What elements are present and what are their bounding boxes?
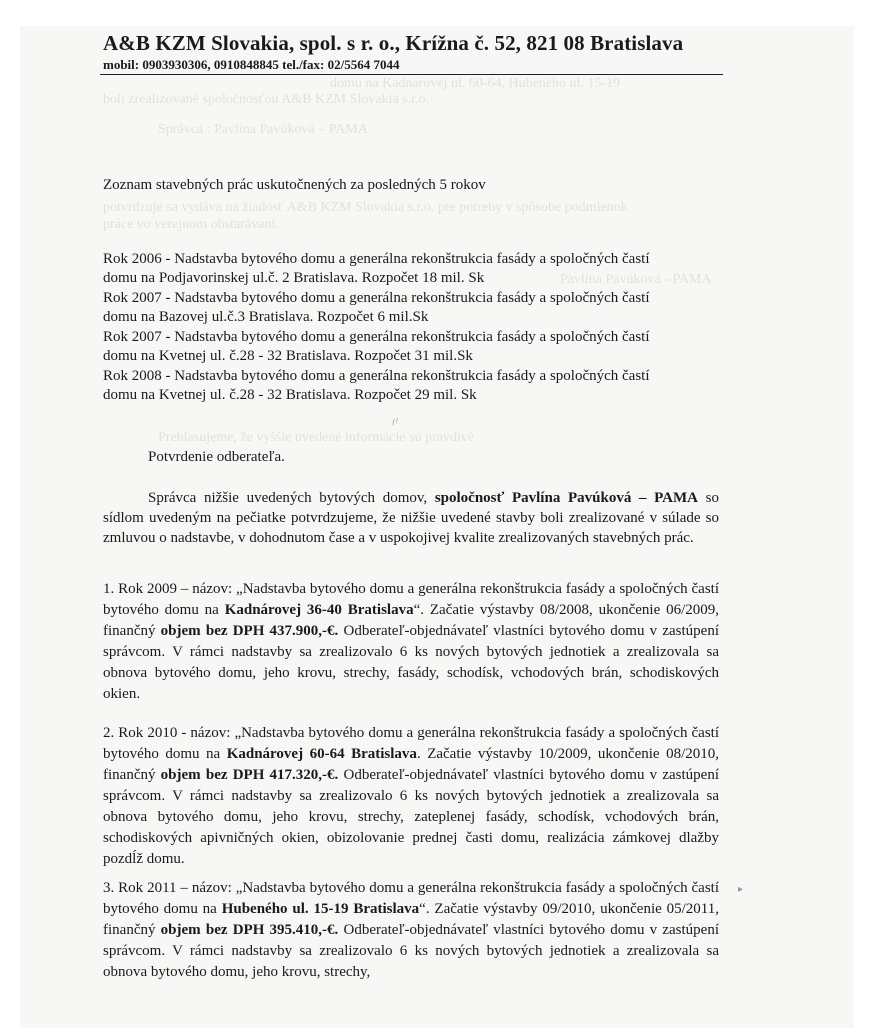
project-text: 1. Rok 2009 – názov: „Nadstavba bytového domu a generálna rekonštrukcia fasády a spoločných častí bytového domu na [103, 581, 719, 618]
project-value: objem bez DPH 437.900,-€. [160, 623, 339, 639]
project-text: “. Začatie výstavby 08/2008, ukončenie 06/2009, finančný [103, 602, 719, 639]
list-item-line: Rok 2006 - Nadstavba bytového domu a generálna rekonštrukcia fasády a spoločných častí [103, 251, 650, 267]
scan-speck: ▸ [738, 884, 744, 895]
confirmation-title: Potvrdenie odberateľa. [148, 449, 285, 465]
project-item [103, 723, 719, 870]
list-item-line: Rok 2007 - Nadstavba bytového domu a generálna rekonštrukcia fasády a spoločných častí [103, 290, 650, 306]
project-text: 2. Rok 2010 - názov: „Nadstavba bytového domu a generálna rekonštrukcia fasády a spoločných častí bytového domu na [103, 725, 719, 762]
bleed-through-line: Správca : Pavlína Pavúková – PAMA [158, 122, 368, 137]
intro-text: so sídlom uvedeným na pečiatke potvrdzujeme, že nižšie uvedené stavby boli zrealizované v súlade so zmluvou o nadstavbe, v dohodnutom čase a v uspokojivej kvalite zrealizovaných stavebných prác. [103, 490, 720, 546]
list-item-line: Rok 2008 - Nadstavba bytového domu a generálna rekonštrukcia fasády a spoločných častí [103, 368, 650, 384]
project-text: Odberateľ-objednávateľ vlastníci bytového domu v zastúpení správcom. V rámci nadstavby sa zrealizovalo 6 ks nových bytových jednotiek a zrealizovala sa obnova bytového domu, jeho krovu, strechy, zateplenej fasády, schodísk, vchodových brán, schodiskových apivničných okien, obizolovanie prednej časti domu, realizácia zámkovej dlažby pozdĺž domu. [103, 767, 719, 867]
bleed-through-line: boli zrealizované spoločnosťou A&B KZM Slovakia s.r.o. [103, 92, 429, 107]
project-value: objem bez DPH 395.410,-€. [160, 922, 339, 938]
project-item [103, 579, 719, 705]
project-text: Odberateľ-objednávateľ vlastníci bytového domu v zastúpení správcom. V rámci nadstavby sa zrealizovalo 6 ks nových bytových jednotiek a zrealizovala sa obnova bytového domu, jeho krovu, strechy, fasády, schodísk, vchodových brán, schodiskových okien. [103, 623, 719, 702]
project-item [103, 878, 719, 983]
intro-company: spoločnosť Pavlína Pavúková – PAMA [434, 490, 699, 506]
project-location: Hubeného ul. 15-19 Bratislava [221, 901, 420, 917]
project-text: Odberateľ-objednávateľ vlastníci bytového domu v zastúpení správcom. V rámci nadstavby sa zrealizovalo 6 ks nových bytových jednotiek a zrealizovala sa obnova bytového domu, jeho krovu, strechy, [103, 922, 719, 980]
list-item-line: domu na Kvetnej ul. č.28 - 32 Bratislava. Rozpočet 31 mil.Sk [103, 348, 473, 364]
project-location: Kadnárovej 36-40 Bratislava [224, 602, 414, 618]
list-item-line: Rok 2007 - Nadstavba bytového domu a generálna rekonštrukcia fasády a spoločných častí [103, 329, 650, 345]
project-text: “. Začatie výstavby 09/2010, ukončenie 05/2011, finančný [103, 901, 719, 938]
bleed-through-line: Pavlína Pavúková - PAMA [560, 272, 712, 287]
letterhead-divider [100, 74, 723, 75]
project-location: Kadnárovej 60-64 Bratislava [226, 746, 417, 762]
project-text: 3. Rok 2011 – názov: „Nadstavba bytového domu a generálna rekonštrukcia fasády a spoločných častí bytového domu na [103, 880, 719, 917]
letterhead-contact: mobil: 0903930306, 0910848845 tel./fax: 02/5564 7044 [103, 57, 400, 72]
project-text: . Začatie výstavby 10/2009, ukončenie 08/2010, finančný [103, 746, 720, 783]
project-value: objem bez DPH 417.320,-€. [160, 767, 339, 783]
document-heading: Zoznam stavebných prác uskutočnených za posledných 5 rokov [103, 177, 486, 193]
intro-text: Správca nižšie uvedených bytových domov, [148, 490, 435, 506]
list-item-line: domu na Podjavorinskej ul.č. 2 Bratislava. Rozpočet 18 mil. Sk [103, 270, 485, 286]
list-item-line: domu na Bazovej ul.č.3 Bratislava. Rozpočet 6 mil.Sk [103, 309, 429, 325]
intro-paragraph [103, 488, 719, 548]
letterhead-company: A&B KZM Slovakia, spol. s r. o., Krížna č. 52, 821 08 Bratislava [103, 31, 684, 55]
list-item-line: domu na Kvetnej ul. č.28 - 32 Bratislava. Rozpočet 29 mil. Sk [103, 387, 477, 403]
bleed-through-line: práce vo verejnom obstarávaní. [103, 217, 279, 232]
bleed-through-line: potvrdzuje sa vydáva na žiadosť A&B KZM Slovakia s.r.o. pre potreby v spôsobe podmienok [103, 200, 628, 215]
bleed-through-line: Prehlasujeme, že vyššie uvedené informácie sú pravdivé [158, 430, 475, 445]
bleed-through-line: domu na Kadnárovej ul. 60-64, Hubeného ul. 15-19 [330, 76, 621, 91]
handwritten-mark: ﾍ͡ ~ [389, 416, 405, 436]
